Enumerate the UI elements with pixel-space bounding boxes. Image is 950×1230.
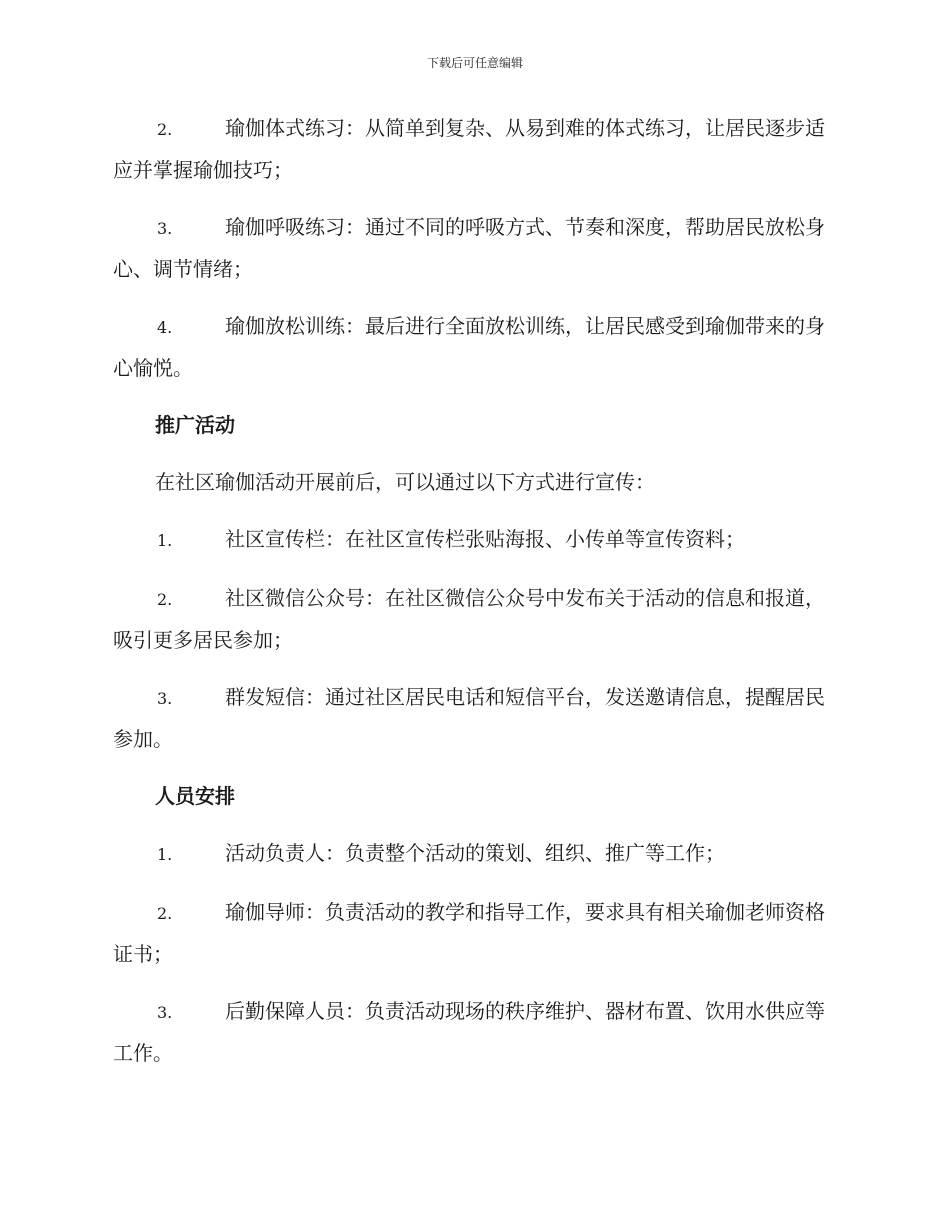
list-item xyxy=(113,108,835,190)
list-text: 后勤保障人员：负责活动现场的秩序维护、器材布置、饮用水供应等工作。 xyxy=(113,999,825,1065)
promotion-intro: 在社区瑜伽活动开展前后，可以通过以下方式进行宣传： xyxy=(155,470,655,494)
list-text: 活动负责人：负责整个活动的策划、组织、推广等工作； xyxy=(225,841,725,865)
list-text: 瑜伽导师：负责活动的教学和指导工作，要求具有相关瑜伽老师资格证书； xyxy=(113,900,825,966)
list-text: 瑜伽体式练习：从简单到复杂、从易到难的体式练习，让居民逐步适应并掌握瑜伽技巧； xyxy=(113,116,825,182)
list-text: 社区宣传栏：在社区宣传栏张贴海报、小传单等宣传资料； xyxy=(225,527,745,551)
list-text: 社区微信公众号：在社区微信公众号中发布关于活动的信息和报道，吸引更多居民参加； xyxy=(113,586,825,652)
list-item xyxy=(113,892,835,974)
list-number: 1. xyxy=(157,845,173,864)
list-number: 2. xyxy=(157,590,173,609)
list-number: 2. xyxy=(157,904,173,923)
list-number: 3. xyxy=(157,1003,173,1022)
list-number: 3. xyxy=(157,689,173,708)
list-number: 3. xyxy=(157,219,173,238)
list-item xyxy=(113,519,835,561)
list-item xyxy=(113,833,835,875)
list-item xyxy=(113,207,835,289)
list-text: 瑜伽呼吸练习：通过不同的呼吸方式、节奏和深度，帮助居民放松身心、调节情绪； xyxy=(113,215,825,281)
list-item xyxy=(113,578,835,660)
list-number: 4. xyxy=(157,318,173,337)
document-body xyxy=(113,108,835,1090)
page-header: 下载后可任意编辑 xyxy=(426,56,523,70)
list-text: 群发短信：通过社区居民电话和短信平台，发送邀请信息，提醒居民参加。 xyxy=(113,685,825,751)
list-item xyxy=(113,677,835,759)
list-number: 1. xyxy=(157,531,173,550)
list-item xyxy=(113,991,835,1073)
list-item xyxy=(113,306,835,388)
list-number: 2. xyxy=(157,120,173,139)
list-text: 瑜伽放松训练：最后进行全面放松训练，让居民感受到瑜伽带来的身心愉悦。 xyxy=(113,314,825,380)
section-heading-staffing: 人员安排 xyxy=(155,784,235,808)
section-heading-promotion: 推广活动 xyxy=(155,413,235,437)
